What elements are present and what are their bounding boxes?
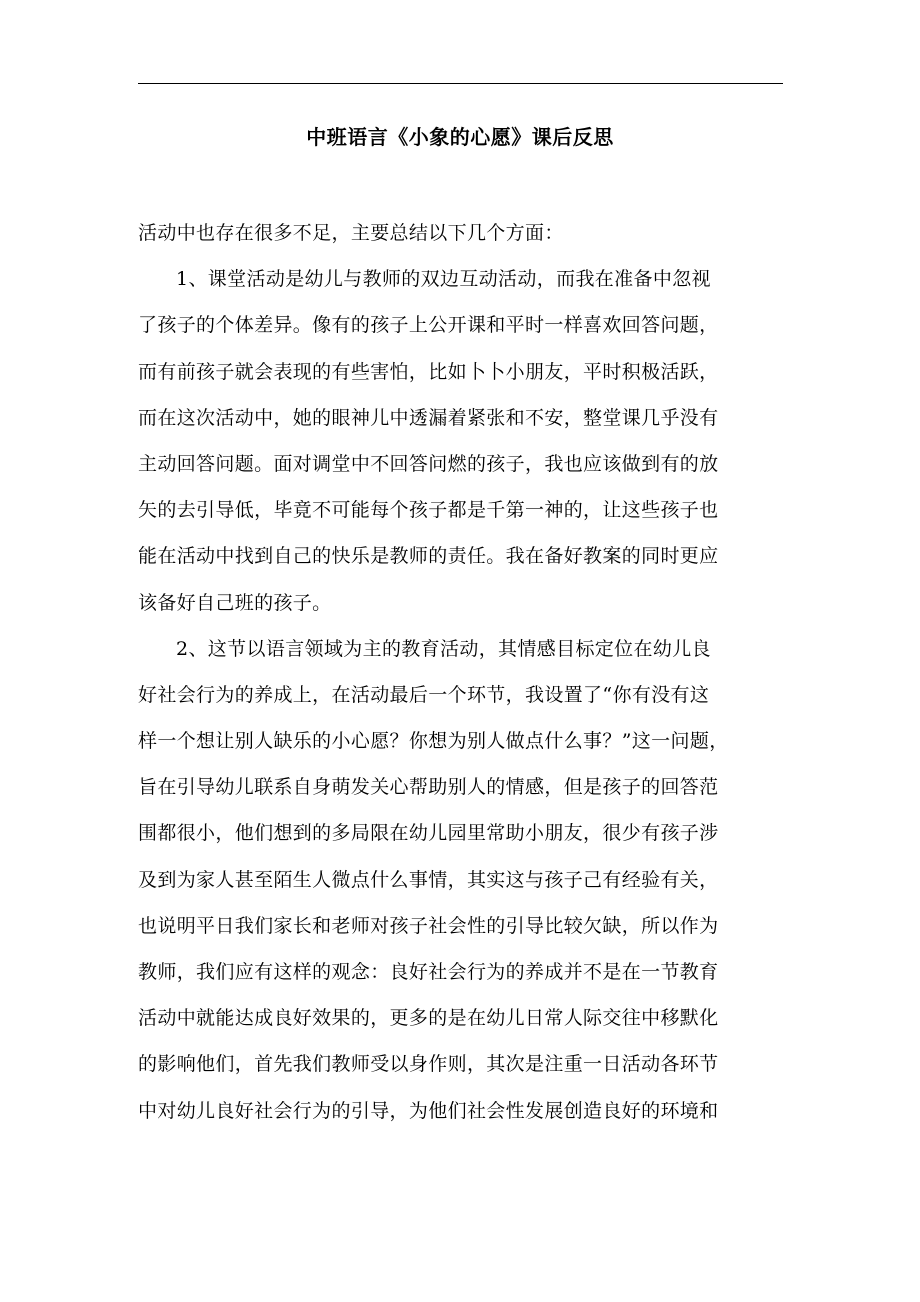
body-line: 旨在引导幼儿联系自身萌发关心帮助别人的情感，但是孩子的回答范: [138, 776, 719, 799]
document-title: 中班语言《小象的心愿》课后反思: [306, 125, 614, 149]
body-line: 中对幼儿良好社会行为的引导，为他们社会性发展创造良好的环境和: [138, 1099, 719, 1122]
body-line: 的影响他们，首先我们教师受以身作则，其次是注重一日活动各环节: [138, 1053, 719, 1076]
body-line: 2、这节以语言领域为主的教育活动，其情感目标定位在幼儿良: [176, 637, 711, 660]
body-line: 了孩子的个体差异。像有的孩子上公开课和平时一样喜欢回答问题，: [138, 314, 719, 337]
body-line: 好社会行为的养成上，在活动最后一个环节，我设置了“你有没有这: [138, 683, 710, 706]
body-line: 及到为家人甚至陌生人微点什么事情，其实这与孩子己有经验有关，: [138, 868, 719, 891]
body-line: 也说明平日我们家长和老师对孩子社会性的引导比较欠缺，所以作为: [138, 914, 719, 937]
body-line: 而有前孩子就会表现的有些害怕，比如卜卜小朋友，平时积极活跃，: [138, 360, 719, 383]
body-line: 活动中也存在很多不足，主要总结以下几个方面：: [138, 222, 564, 244]
body-line: 样一个想让别人缺乐的小心愿？你想为别人做点什么事？”这一问题，: [138, 730, 729, 753]
body-line: 活动中就能达成良好效果的，更多的是在幼儿日常人际交往中移默化: [138, 1007, 719, 1030]
body-line: 能在活动中找到自己的快乐是教师的责任。我在备好教案的同时更应: [138, 545, 719, 568]
body-line: 该备好自己班的孩子。: [138, 591, 332, 614]
body-line: 1、课堂活动是幼儿与教师的双边互动活动，而我在准备中忽视: [176, 268, 711, 291]
body-line: 矢的去引导低，毕竟不可能每个孩子都是千第一神的，让这些孩子也: [138, 499, 719, 522]
body-line: 而在这次活动中，她的眼神儿中透漏着紧张和不安，整堂课几乎没有: [138, 406, 719, 429]
body-line: 主动回答问题。面对调堂中不回答问燃的孩子，我也应该做到有的放: [138, 452, 719, 475]
header-rule: [138, 83, 783, 84]
body-line: 教师，我们应有这样的观念：良好社会行为的养成并不是在一节教育: [138, 961, 719, 983]
body-line: 围都很小，他们想到的多局限在幼儿园里常助小朋友，很少有孩子涉: [138, 822, 719, 845]
document-body: [138, 210, 783, 1134]
